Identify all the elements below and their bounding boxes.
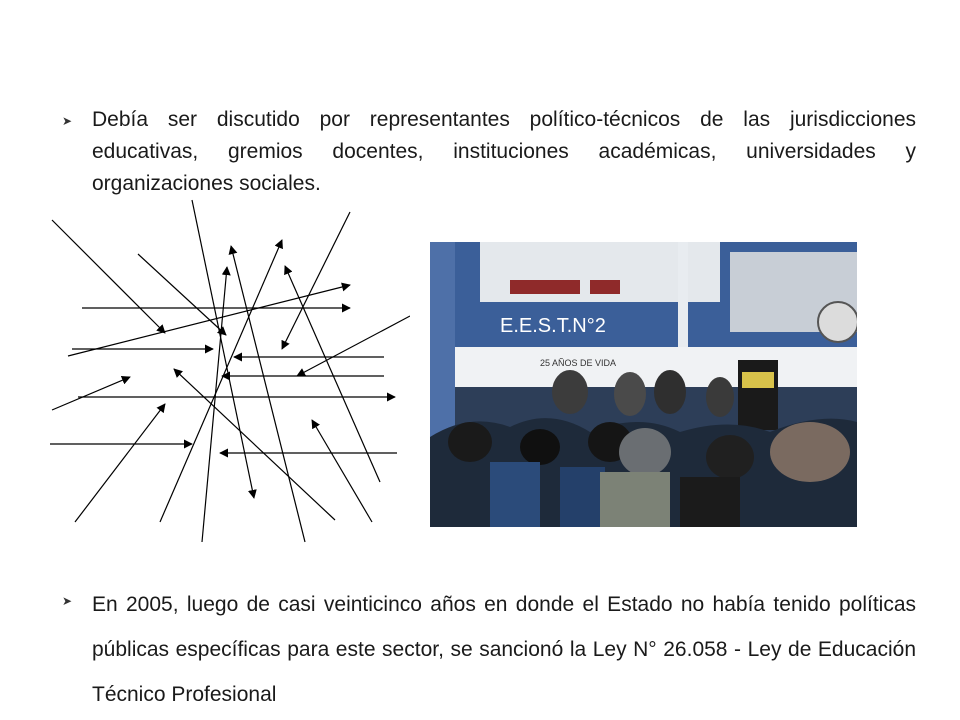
anniversary-banner: 25 AÑOS DE VIDA [540,358,617,368]
bullet-item-2 [62,582,916,717]
crossing-arrows-graphic [40,195,410,550]
arrow-line [138,254,226,335]
arrow-line [68,285,350,356]
arrow-bullet-icon: ➤ [62,114,73,128]
arrow-line [75,404,165,522]
arrow-line [174,369,335,520]
arrow-line [297,316,410,376]
arrow-bullet-icon: ➤ [62,594,73,608]
bullet-item-1 [62,104,916,200]
school-sign: E.E.S.T.N°2 [500,315,606,337]
arrow-line [160,240,282,522]
arrow-line [231,246,305,542]
arrow-line [52,377,130,410]
arrow-line [282,212,350,349]
bullet-text-1: Debía ser discutido por representantes político-técnicos de las jurisdicciones educativas, gremios docentes, instituciones académicas, universidades y organizaciones sociales. [92,108,916,195]
arrow-line [52,220,165,333]
bullet-text-2: En 2005, luego de casi veinticinco años en donde el Estado no había tenido políticas públicas específicas para este sector, se sancionó la Ley N° 26.058 - Ley de Educación Técnico Profesional [92,593,916,706]
arrow-line [285,266,380,482]
school-assembly-photo [430,242,857,527]
